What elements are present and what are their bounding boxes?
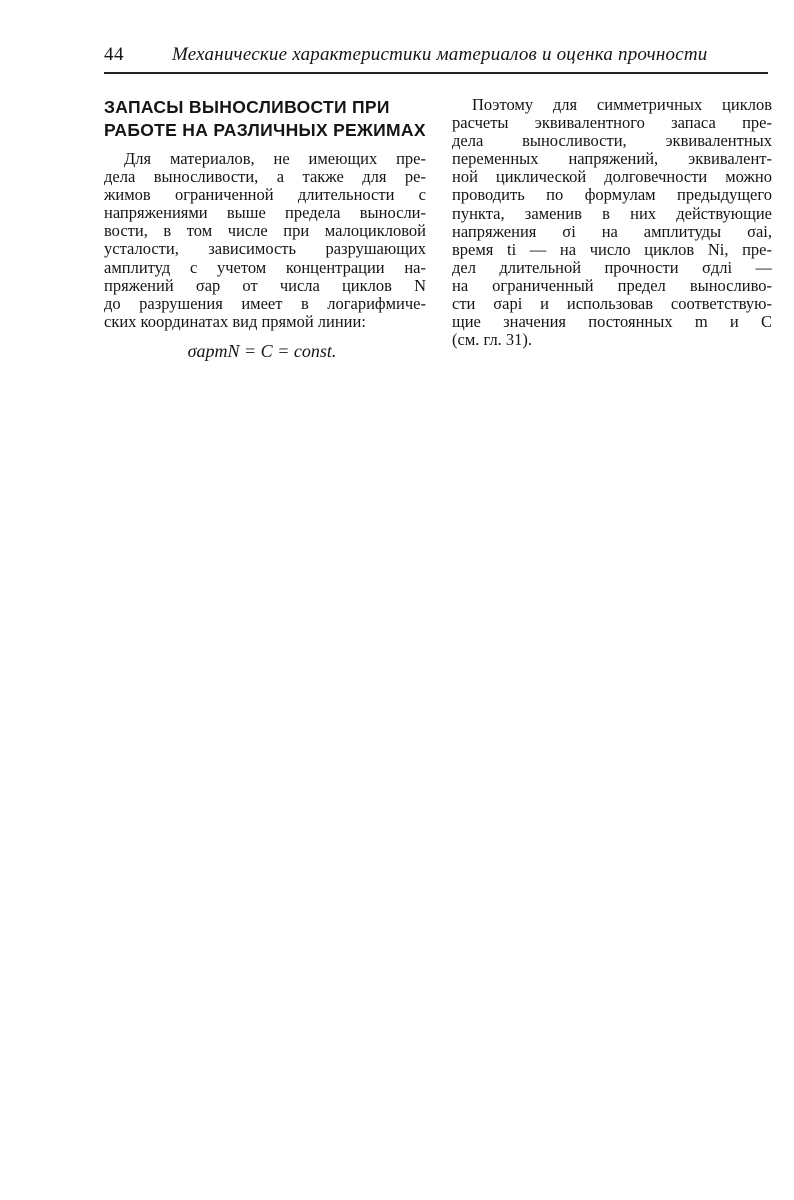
text-line: Поэтому для симметричных циклов [472,95,772,114]
text-line: дела выносливости, а также для ре- [104,167,426,187]
text-line: вости, в том числе при малоцикловой [104,221,426,241]
text-line: щие значения постоянных m и C [452,312,772,332]
text-line: (см. гл. 31). [452,330,533,350]
text-line: жимов ограниченной длительности с [104,185,426,205]
running-title: Механические характеристики материалов и оценка прочности [172,44,708,65]
text-line: напряжениями выше предела выносли- [104,203,426,223]
text-line: ной циклической долговечности можно [452,167,772,187]
text-line: расчеты эквивалентного запаса пре- [452,113,772,133]
section-heading [104,96,426,142]
right-paragraph [452,96,772,349]
text-line: пункта, заменив в них действующие [452,203,772,223]
text-line: напряжения σi на амплитуды σai, [452,221,772,241]
left-paragraph [104,150,426,331]
text-line: до разрушения имеет в логарифмиче- [104,293,426,313]
left-column [104,96,426,362]
text-line: усталости, зависимость разрушающих [104,239,426,259]
section-heading-line: ЗАПАСЫ ВЫНОСЛИВОСТИ ПРИ [104,97,390,117]
text-line: пряжений σap от числа циклов N [104,275,426,295]
text-line: Для материалов, не имеющих пре- [124,149,426,168]
text-line: дел длительной прочности σдлi — [452,257,772,277]
right-column [452,96,772,349]
text-line: сти σapi и использовав соответствую- [452,294,772,314]
text-line: дела выносливости, эквивалентных [452,131,772,151]
text-line: амплитуд с учетом концентрации на- [104,257,426,277]
text-line: ских координатах вид прямой линии: [104,311,366,331]
section-heading-line: РАБОТЕ НА РАЗЛИЧНЫХ РЕЖИМАХ [104,120,426,140]
text-line: проводить по формулам предыдущего [452,185,772,205]
equation: σapmN = C = const. [187,340,337,361]
page-number: 44 [104,44,124,65]
text-line: на ограниченный предел выносливо- [452,275,772,295]
text-line: переменных напряжений, эквивалент- [452,149,772,169]
page-header [104,42,768,74]
text-line: время ti — на число циклов Ni, пре- [452,239,772,259]
